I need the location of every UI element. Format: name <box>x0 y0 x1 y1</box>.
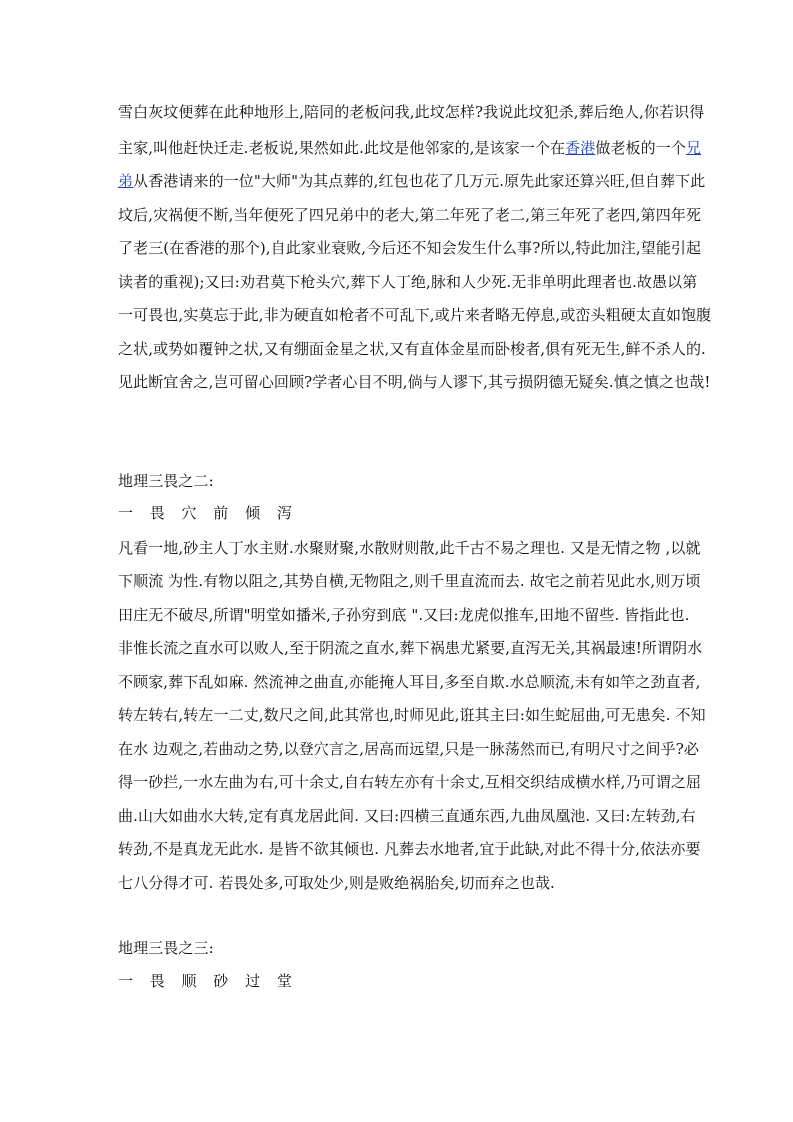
text-line: 不顾家,葬下乱如麻. 然流神之曲直,亦能掩人耳目,多至自欺.水总顺流,未有如竿之劲直者, <box>118 673 701 691</box>
text-line <box>118 138 702 158</box>
text-line: 田庄无不破尽,所谓"明堂如播米,子孙穷到底 ".又曰:龙虎似推车,田地不留些. 皆指此也. <box>118 606 690 624</box>
text-line: 了老三(在香港的那个),自此家业衰败,今后还不知会发生什么事?所以,特此加注,望能引起 <box>118 239 702 257</box>
text-line: 凡看一地,砂主人丁水主财.水聚财聚,水散财则散,此千古不易之理也. 又是无情之物 ,以就 <box>118 539 701 557</box>
text-line: 坟后,灾祸便不断,当年便死了四兄弟中的老大,第二年死了老二,第三年死了老四,第四年死 <box>118 206 702 224</box>
text-line: 之状,或势如覆钟之状,又有绷面金星之状,又有直体金星而卧梭者,俱有死无生,鲜不杀人的. <box>118 340 706 358</box>
text-line: 转左转右,转左一二丈,数尺之间,此其常也,时师见此,诳其主曰:如生蛇屈曲,可无患矣. 不知 <box>118 706 706 724</box>
text-line: 一可畏也,实莫忘于此,非为硬直如枪者不可乱下,或片来者略无停息,或峦头粗硬太直如饱腹 <box>118 306 712 324</box>
section-heading: 地理三畏之三: <box>118 939 214 957</box>
text-segment: 主家,叫他赶快迁走.老板说,果然如此.此坟是他邻家的,是该家一个在 <box>118 139 566 157</box>
text-line: 非惟长流之直水可以败人,至于阴流之直水,葬下祸患尤紧要,直泻无关,其祸最速!所谓阴水 <box>118 639 703 657</box>
text-line: 雪白灰坟便葬在此种地形上,陪同的老板问我,此坟怎样?我说此坟犯杀,葬后绝人,你若识得 <box>118 103 705 121</box>
text-line: 转劲,不是真龙无此水. 是皆不欲其倾也. 凡葬去水地者,宜于此缺,对此不得十分,依法亦要 <box>118 840 701 858</box>
text-line: 七八分得才可. 若畏处多,可取处少,则是败绝祸胎矣,切而弃之也哉. <box>118 874 555 892</box>
brother-link[interactable]: 兄 <box>685 139 702 157</box>
text-segment: 做老板的一个 <box>595 139 686 157</box>
hongkong-link[interactable]: 香港 <box>565 139 596 157</box>
brother-link-continued[interactable]: 弟 <box>118 172 134 190</box>
text-line: 读者的重视);又曰:劝君莫下枪头穴,葬下人丁绝,脉和人少死.无非单明此理者也.故愚以第 <box>118 273 698 291</box>
text-line: 下顺流 为性.有物以阻之,其势自横,无物阻之,则千里直流而去. 故宅之前若见此水,则万顷 <box>118 572 701 590</box>
text-line <box>118 171 706 191</box>
text-segment: 从香港请来的一位"大师"为其点葬的,红包也花了几万元.原先此家还算兴旺,但自葬下此 <box>133 172 706 190</box>
section-subheading: 一 畏 顺 砂 过 堂 <box>118 972 298 990</box>
section-subheading: 一 畏 穴 前 倾 泻 <box>118 504 298 522</box>
section-heading: 地理三畏之二: <box>118 472 214 490</box>
text-line: 在水 边观之,若曲动之势,以登穴言之,居高而远望,只是一脉荡然而已,有明尺寸之间乎?必 <box>118 740 699 758</box>
text-line: 见此断宜舍之,岂可留心回顾?学者心目不明,倘与人谬下,其亏损阴德无疑矣.慎之慎之也哉! <box>118 373 711 391</box>
text-line: 曲.山大如曲水大转,定有真龙居此间. 又曰:四横三直通东西,九曲凤凰池. 又曰:左转劲,右 <box>118 807 696 825</box>
text-line: 得一砂拦,一水左曲为右,可十余丈,自右转左亦有十余丈,互相交织结成横水样,乃可谓之屈 <box>118 773 702 791</box>
